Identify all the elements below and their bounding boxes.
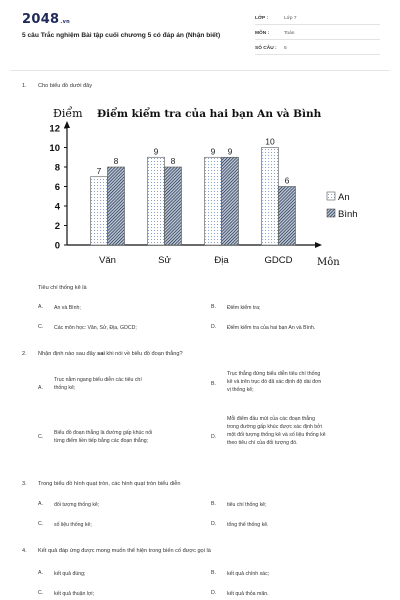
question-1-prompt: Tiêu chí thống kê là <box>38 285 87 291</box>
data-label: 9 <box>210 146 216 157</box>
q4-option-b[interactable]: kết quả chính xác; <box>227 571 270 577</box>
x-tick-label: GDCD <box>264 255 293 266</box>
chart-title: Điểm kiểm tra của hai bạn An và Bình <box>97 108 322 120</box>
data-label: 8 <box>113 156 119 166</box>
y-tick-label: 0 <box>54 240 60 252</box>
q2-option-d-letter: D. <box>211 434 217 440</box>
q2-option-a-letter: A. <box>38 385 43 391</box>
data-label: 6 <box>284 175 290 186</box>
question-3-text: Trong biểu đồ hình quạt tròn, các hình quạt tròn biểu diễn <box>38 481 181 487</box>
x-tick-label: Sử <box>158 255 171 266</box>
q4-option-a-letter: A. <box>38 570 43 576</box>
bar-binh <box>165 167 182 245</box>
data-label: 10 <box>265 136 275 147</box>
y-tick-label: 4 <box>54 201 60 213</box>
bar-binh <box>279 187 296 246</box>
legend-swatch <box>327 192 335 200</box>
q4-option-b-letter: B. <box>211 570 216 576</box>
q1-option-a-letter: A. <box>38 304 43 310</box>
legend-label: Bình <box>338 209 358 220</box>
q4-option-d[interactable]: kết quả thỏa mãn. <box>227 591 269 597</box>
q1-option-b-letter: B. <box>211 304 216 310</box>
q2-option-d[interactable]: Mỗi điểm đầu mút của các đoạn thẳng trong đường gấp khúc được xác định bởi một đối tượng thống kê và số liệu thống kê theo tiêu chí của đối tượng đó. <box>227 416 326 447</box>
bar-chart <box>45 100 375 275</box>
data-label: 9 <box>227 146 233 157</box>
chart-ylabel: Điểm <box>53 107 83 120</box>
bar-binh <box>108 167 125 245</box>
page-header <box>0 0 400 68</box>
q1-option-b[interactable]: Điểm kiểm tra; <box>227 305 261 311</box>
q2-option-a[interactable]: Trục nằm ngang biểu diễn các tiêu chí thống kê; <box>54 377 142 392</box>
legend-label: An <box>338 192 350 203</box>
x-tick-label: Văn <box>99 255 116 266</box>
y-tick-label: 12 <box>49 123 60 135</box>
bar-an <box>262 148 279 246</box>
q3-option-b-letter: B. <box>211 501 216 507</box>
y-axis-arrow <box>64 121 70 128</box>
q1-option-c-letter: C. <box>38 324 44 330</box>
question-1-number: 1. <box>22 83 27 89</box>
question-3-number: 3. <box>22 481 27 487</box>
q2-option-c[interactable]: Biểu đồ đoạn thẳng là đường gấp khúc nối từng điểm liền tiếp bằng các đoạn thẳng; <box>54 430 153 445</box>
q1-option-d[interactable]: Điểm kiểm tra của hai bạn An và Bình. <box>227 325 316 331</box>
q3-option-b[interactable]: tiêu chí thống kê; <box>227 502 267 508</box>
q4-option-a[interactable]: kết quả đúng; <box>54 571 86 577</box>
q3-option-d-letter: D. <box>211 521 217 527</box>
y-tick-label: 8 <box>54 162 60 174</box>
y-tick-label: 6 <box>54 182 60 193</box>
q2-option-b[interactable]: Trục thẳng đứng biểu diễn tiêu chí thống kê và trên trục đó đã xác định độ dài đơn vị thống kê; <box>227 371 322 394</box>
q4-option-d-letter: D. <box>211 590 217 596</box>
data-label: 9 <box>153 146 159 157</box>
q3-option-a-letter: A. <box>38 501 43 507</box>
q3-option-c[interactable]: số liệu thống kê; <box>54 522 92 528</box>
data-label: 7 <box>96 165 102 176</box>
q2-option-c-letter: C. <box>38 434 44 440</box>
meta-subject: MÔN : Toán <box>255 28 380 40</box>
q3-option-c-letter: C. <box>38 521 44 527</box>
meta-class: LỚP : Lớp 7 <box>255 13 380 25</box>
q1-option-d-letter: D. <box>211 324 217 330</box>
bar-an <box>148 157 165 245</box>
data-label: 8 <box>170 156 176 166</box>
site-logo[interactable]: 2048.vn <box>22 12 71 27</box>
q1-option-c[interactable]: Các môn học: Văn, Sử, Địa, GDCD; <box>54 325 137 331</box>
bar-binh <box>222 157 239 245</box>
q4-option-c-letter: C. <box>38 590 44 596</box>
q2-option-b-letter: B. <box>211 381 216 387</box>
bar-an <box>205 157 222 245</box>
q3-option-d[interactable]: tổng thể thống kê. <box>227 522 269 528</box>
x-tick-label: Địa <box>214 255 229 266</box>
question-2-text: Nhận định nào sau đây sai khi nói về biểu đồ đoạn thẳng? <box>38 351 183 357</box>
x-axis-arrow <box>315 242 322 248</box>
document-title: 5 câu Trắc nghiệm Bài tập cuối chương 5 có đáp án (Nhận biết) <box>22 32 221 39</box>
header-divider <box>10 70 390 71</box>
y-tick-label: 2 <box>54 221 60 232</box>
y-tick-label: 10 <box>49 143 60 154</box>
meta-question-count: SỐ CÂU : 5 <box>255 43 380 55</box>
q3-option-a[interactable]: đối tượng thống kê; <box>54 502 100 508</box>
legend-swatch <box>327 209 335 217</box>
bar-an <box>91 177 108 245</box>
question-4-text: Kết quả đáp ứng được mong muốn thể hiện trong biến cố được gọi là <box>38 548 211 554</box>
q4-option-c[interactable]: kết quả thuận lợi; <box>54 591 95 597</box>
question-1-text: Cho biểu đồ dưới đây <box>38 83 93 89</box>
q1-option-a[interactable]: An và Bình; <box>54 305 81 311</box>
chart-xlabel: Môn <box>317 257 340 268</box>
question-2-number: 2. <box>22 351 27 357</box>
question-4-number: 4. <box>22 548 27 554</box>
